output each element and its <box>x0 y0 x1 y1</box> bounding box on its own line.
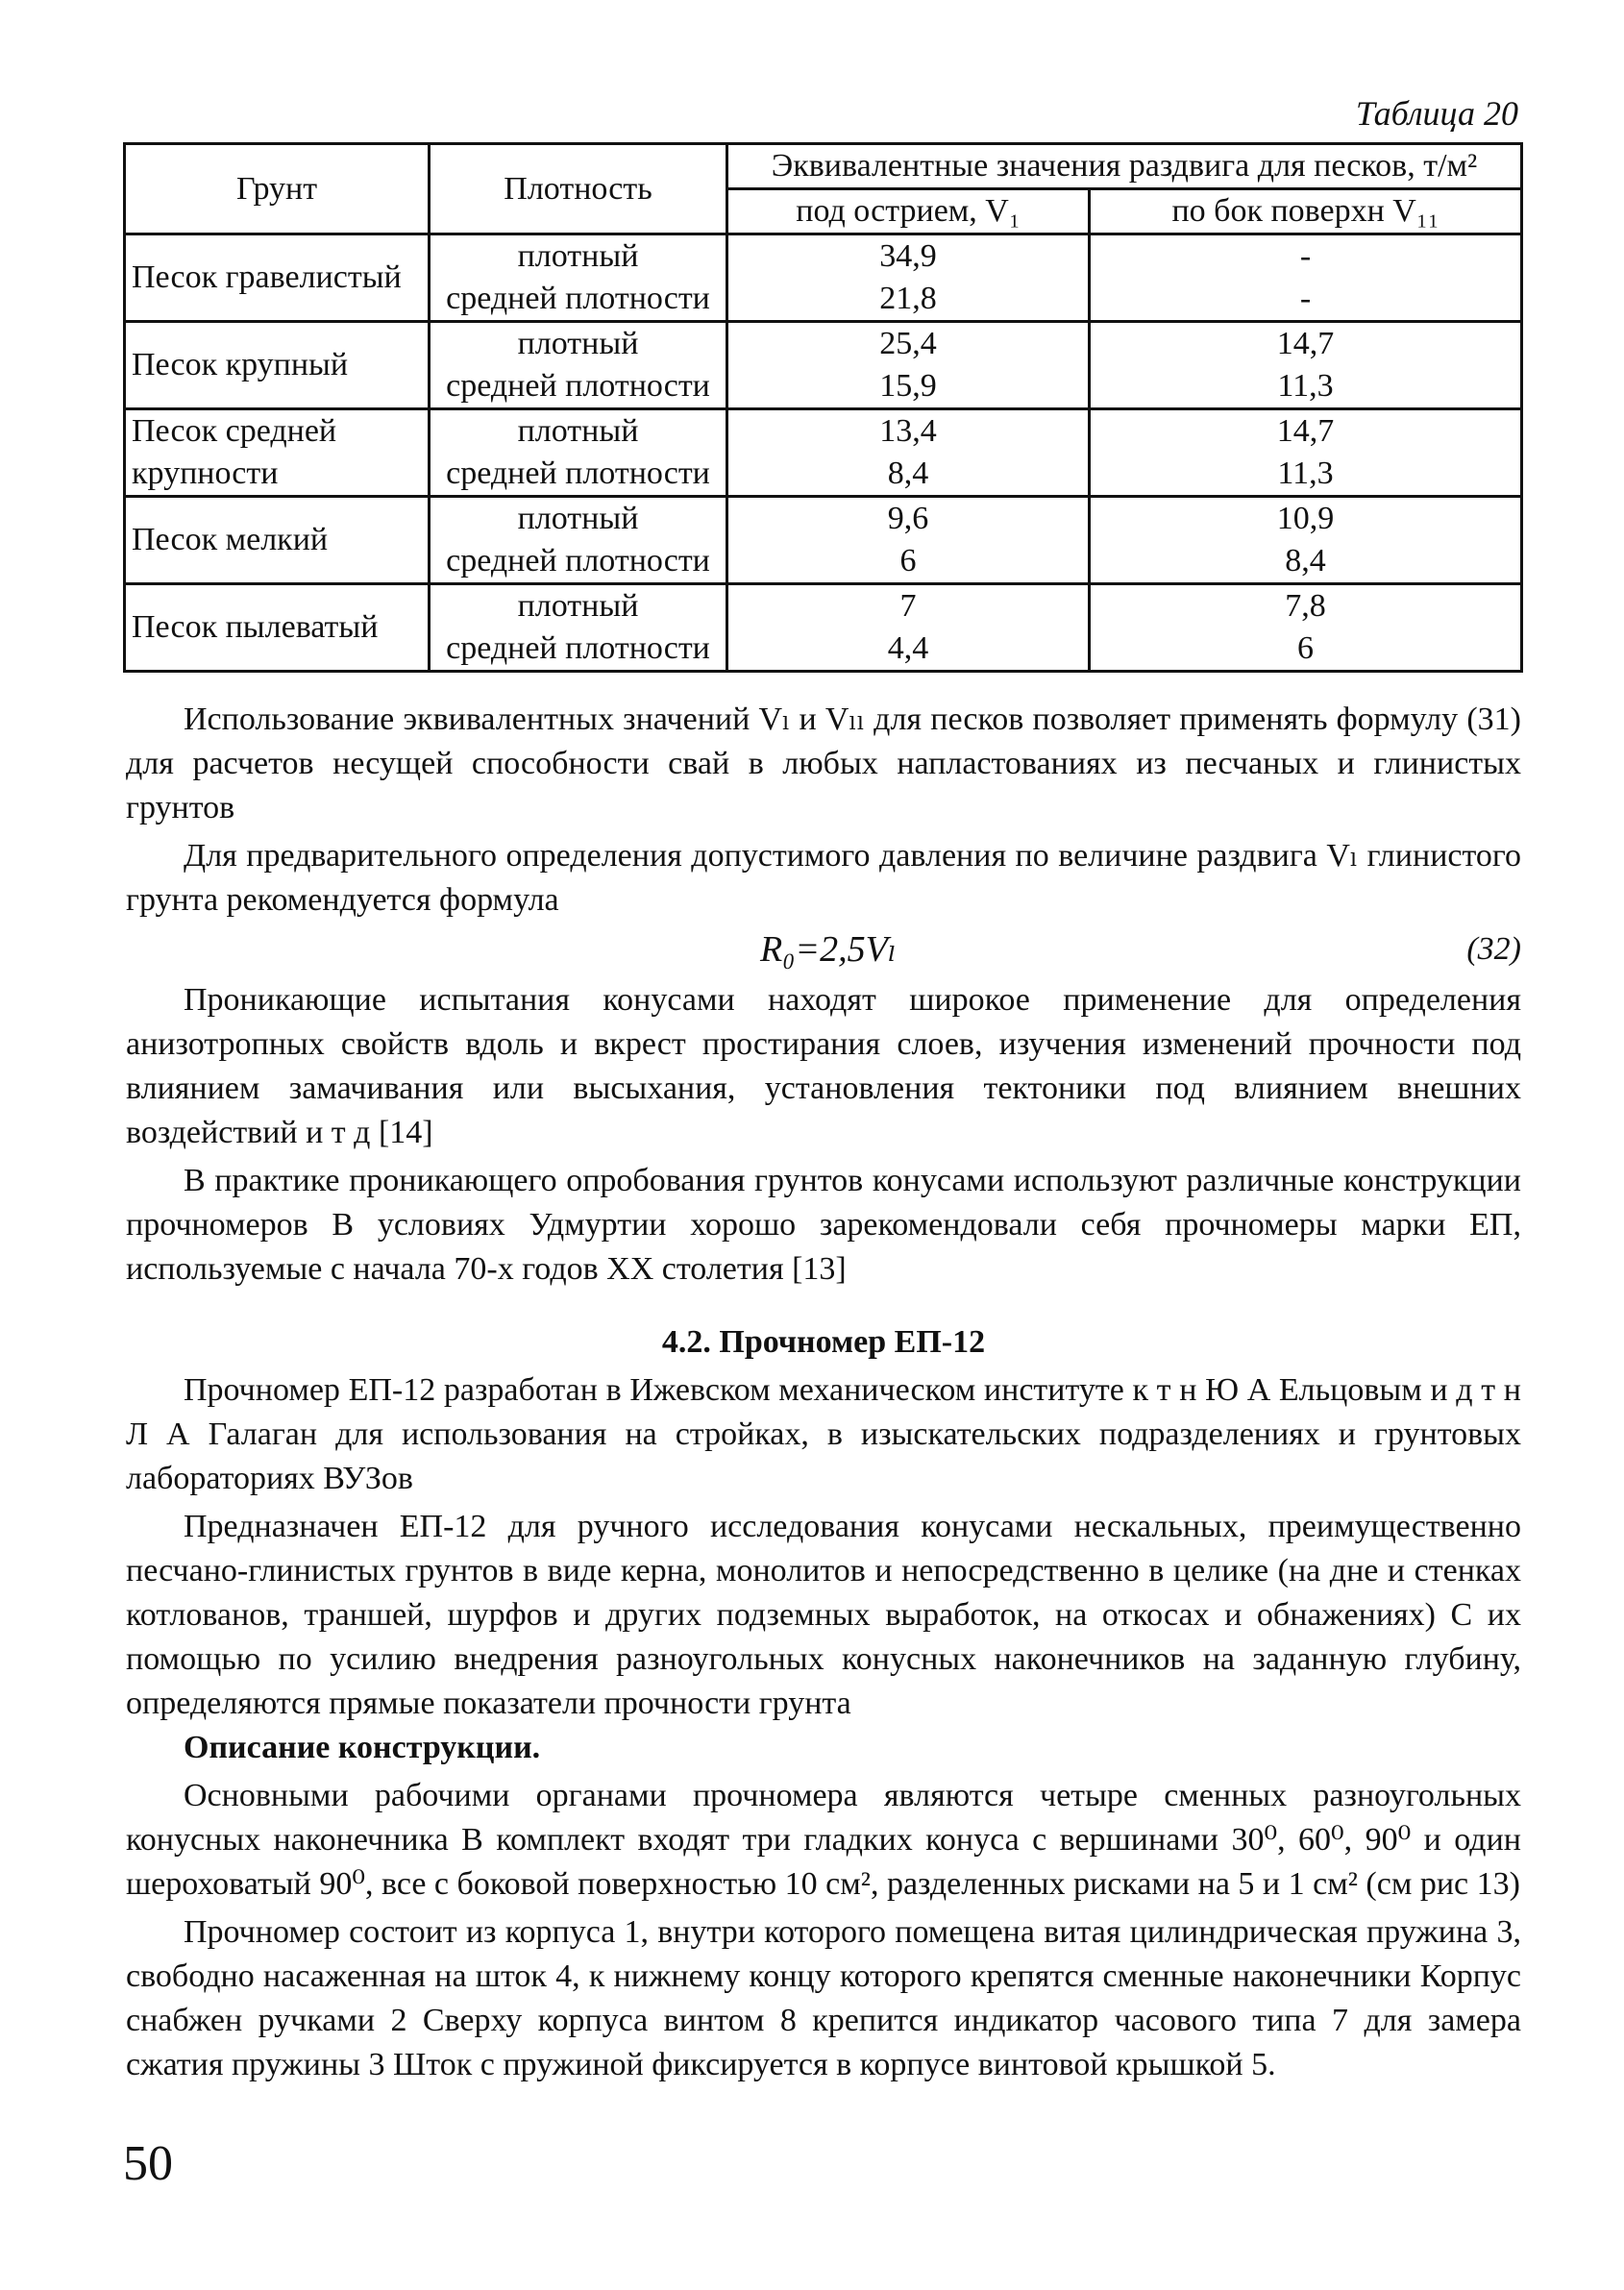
paragraph: Основными рабочими органами прочномера являются четыре сменных разноугольных конусных наконечника В комплект входят три гладких конуса с вершинами 30⁰, 60⁰, 90⁰ и один шероховатый 90⁰, все с боковой поверхностью 10 см², разделенных рисками на 5 и 1 см² (см рис 13) <box>126 1778 1521 1902</box>
paragraph: Использование эквивалентных значений Vₗ и Vₗₗ для песков позволяет применять формулу (31) для расчетов несущей способности свай в любых напластованиях из песчаных и глинистых грунтов <box>126 702 1521 825</box>
density-cell: плотный <box>430 234 727 279</box>
tip-value: 7 <box>727 584 1090 628</box>
header-soil: Грунт <box>125 144 430 234</box>
side-value: 14,7 <box>1090 409 1522 454</box>
tip-value: 25,4 <box>727 322 1090 366</box>
table-row <box>125 409 1522 454</box>
formula-number: (32) <box>1466 931 1521 967</box>
soil-name-continued: крупности <box>125 453 430 497</box>
side-value: 8,4 <box>1090 540 1522 584</box>
side-value: - <box>1090 234 1522 279</box>
side-value: 7,8 <box>1090 584 1522 628</box>
density-cell: средней плотности <box>430 628 727 672</box>
page-number: 50 <box>123 2136 173 2191</box>
header-tip: под острием, V₁ <box>727 189 1090 234</box>
tip-value: 4,4 <box>727 628 1090 672</box>
table-caption: Таблица 20 <box>1355 94 1518 133</box>
density-cell: средней плотности <box>430 365 727 409</box>
density-cell: средней плотности <box>430 453 727 497</box>
tip-value: 15,9 <box>727 365 1090 409</box>
side-value: - <box>1090 278 1522 322</box>
paragraph: Проникающие испытания конусами находят широкое применение для определения анизотропных свойств вдоль и вкрест простирания слоев, изучения изменений прочности под влиянием замачивания или высыхания, установления тектоники под влиянием внешних воздействий и т д [14] <box>126 982 1521 1150</box>
header-side: по бок поверхн V₁₁ <box>1090 189 1522 234</box>
section-title: 4.2. Прочномер ЕП-12 <box>661 1324 986 1360</box>
formula-block <box>126 924 1521 974</box>
tip-value: 8,4 <box>727 453 1090 497</box>
formula: R₀=2,5Vₗ <box>760 929 897 970</box>
paragraph: Предназначен ЕП-12 для ручного исследования конусами нескальных, преимущественно песчано-глинистых грунтов в виде керна, монолитов и непосредственно в целике (на дне и стенках котлованов, траншей, шурфов и других подземных выработок, на откосах и обнажениях) С их помощью по усилию внедрения разноугольных конусных наконечников на заданную глубину, определяются прямые показатели прочности грунта <box>126 1509 1521 1721</box>
table-row <box>125 322 1522 366</box>
table-row <box>125 497 1522 541</box>
tip-value: 21,8 <box>727 278 1090 322</box>
tip-value: 9,6 <box>727 497 1090 541</box>
density-cell: средней плотности <box>430 278 727 322</box>
sand-values-table <box>123 142 1523 673</box>
side-value: 6 <box>1090 628 1522 672</box>
table-header-row <box>125 144 1522 189</box>
density-cell: плотный <box>430 497 727 541</box>
table-row <box>125 234 1522 279</box>
soil-name: Песок средней <box>125 409 430 454</box>
header-equivalent-values: Эквивалентные значения раздвига для песков, т/м² <box>727 144 1522 189</box>
subheading: Описание конструкции. <box>184 1730 541 1765</box>
side-value: 11,3 <box>1090 365 1522 409</box>
paragraph: Прочномер ЕП-12 разработан в Ижевском механическом институте к т н Ю А Ельцовым и д т н Л А Галаган для использования на стройках, в изыскательских подразделениях и грунтовых лабораториях ВУЗов <box>126 1372 1521 1496</box>
side-value: 11,3 <box>1090 453 1522 497</box>
side-value: 14,7 <box>1090 322 1522 366</box>
tip-value: 6 <box>727 540 1090 584</box>
paragraph: Для предварительного определения допустимого давления по величине раздвига Vₗ глинистого грунта рекомендуется формула <box>126 838 1521 918</box>
density-cell: средней плотности <box>430 540 727 584</box>
table-row <box>125 584 1522 628</box>
density-cell: плотный <box>430 409 727 454</box>
body-text <box>126 698 1521 2087</box>
soil-name: Песок крупный <box>125 322 430 409</box>
soil-name: Песок пылеватый <box>125 584 430 672</box>
tip-value: 34,9 <box>727 234 1090 279</box>
soil-name: Песок гравелистый <box>125 234 430 322</box>
header-density: Плотность <box>430 144 727 234</box>
side-value: 10,9 <box>1090 497 1522 541</box>
density-cell: плотный <box>430 584 727 628</box>
soil-name: Песок мелкий <box>125 497 430 584</box>
density-cell: плотный <box>430 322 727 366</box>
paragraph: В практике проникающего опробования грунтов конусами используют различные конструкции прочномеров В условиях Удмуртии хорошо зарекомендовали себя прочномеры марки ЕП, используемые с начала 70-х годов XX столетия [13] <box>126 1163 1521 1287</box>
paragraph: Прочномер состоит из корпуса 1, внутри которого помещена витая цилиндрическая пружина 3, свободно насаженная на шток 4, к нижнему концу которого крепятся сменные наконечники Корпус снабжен ручками 2 Сверху корпуса винтом 8 крепится индикатор часового типа 7 для замера сжатия пружины 3 Шток с пружиной фиксируется в корпусе винтовой крышкой 5. <box>126 1914 1521 2082</box>
tip-value: 13,4 <box>727 409 1090 454</box>
table-row <box>125 453 1522 497</box>
